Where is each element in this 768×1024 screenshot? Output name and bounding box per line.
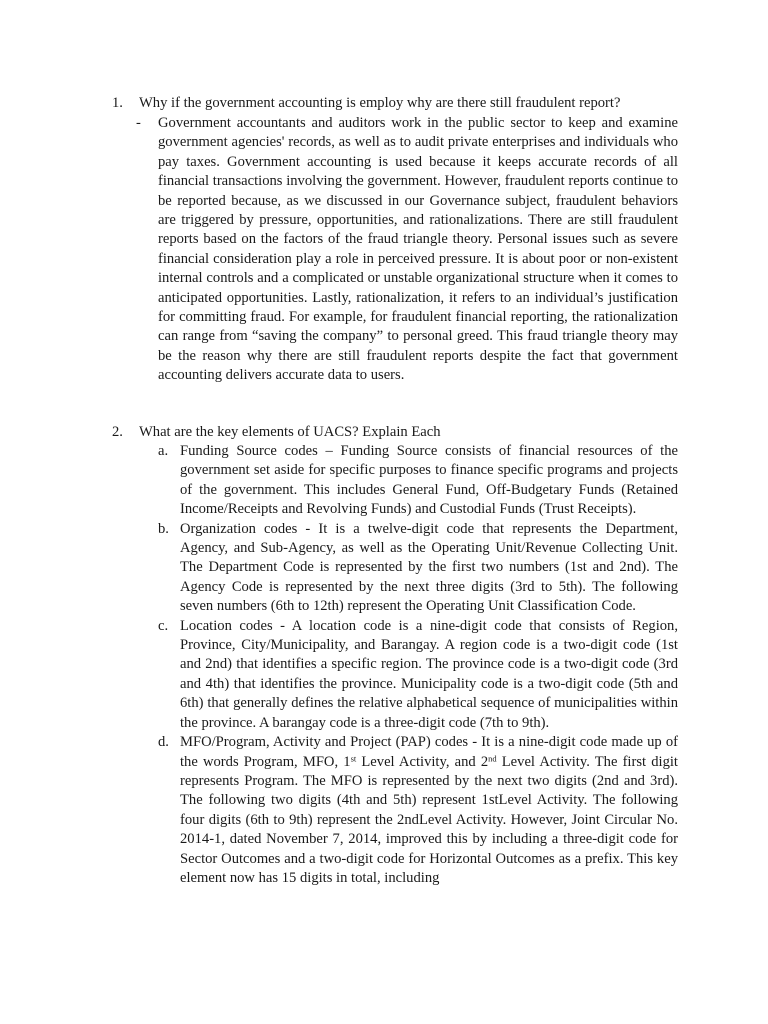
list-text-c: Location codes - A location code is a nine-digit code that consists of Region, Province, City/Municipality, and Barangay. A region code is a two-digit code (1st and 2nd) that identifies a specific region. The province code is a two-digit code (3rd and 4th) that identifies the province. Municipality code is a two-digit code (5th and 6th) that generally defines the relative alphabetical sequence of municipalities within the province. A barangay code is a three-digit code (7th to 9th). bbox=[180, 617, 678, 731]
list-text-d-part1: MFO/Program, Activity and Project (PAP) codes - It is a nine-digit code made up of the words Program, MFO, 1 bbox=[180, 734, 678, 770]
list-item-d bbox=[158, 733, 678, 888]
superscript-st: st bbox=[350, 752, 357, 763]
list-marker-b: b. bbox=[158, 520, 169, 537]
question-1-text: Why if the government accounting is employ why are there still fraudulent report? bbox=[139, 95, 621, 111]
superscript-nd: nd bbox=[488, 752, 497, 763]
list-text-d-part3: Level Activity. The first digit represents Program. The MFO is represented by the next two digits (2nd and 3rd). The following two digits (4th and 5th) represent 1stLevel Activity. The following four digits (6th to 9th) represent the 2ndLevel Activity. However, Joint Circular No. 2014-1, dated November 7, 2014, improved this by including a three-digit code for Sector Outcomes and a two-digit code for Horizontal Outcomes as a prefix. This key element now has 15 digits in total, including bbox=[180, 753, 678, 886]
list-marker-c: c. bbox=[158, 617, 169, 634]
list-text-a: Funding Source codes – Funding Source consists of financial resources of the government set aside for specific purposes to finance specific programs and projects of the government. This includes General Fund, Off-Budgetary Funds (Retained Income/Receipts and Revolving Funds) and Custodial Funds (Trust Receipts). bbox=[180, 443, 678, 518]
uacs-elements-list bbox=[158, 442, 678, 888]
list-text-b: Organization codes - It is a twelve-digit code that represents the Department, Agency, and Sub-Agency, as well as the Operating Unit/Revenue Collecting Unit. The Department Code is represented by the first two numbers (1st and 2nd). The Agency Code is represented by the next three digits (3rd to 5th). The following seven numbers (6th to 12th) represent the Operating Unit Classification Code. bbox=[180, 520, 678, 615]
list-marker-a: a. bbox=[158, 443, 169, 459]
answer-1-dash: - bbox=[136, 115, 141, 131]
question-2-text: What are the key elements of UACS? Explain Each bbox=[139, 424, 441, 440]
list-item-c bbox=[158, 617, 678, 733]
list-marker-d: d. bbox=[158, 734, 169, 751]
answer-1-paragraph: Government accountants and auditors work in the public sector to keep and examine government agencies' records, as well as to audit private enterprises and individuals who pay taxes. Government accounting is used because it keeps accurate records of all financial transactions involving the government. However, fraudulent reports continue to be reported because, as we discussed in our Governance subject, fraudulent behaviors are triggered by pressure, opportunities, and rationalizations. There are still fraudulent reports based on the factors of the fraud triangle theory. Personal issues such as severe financial consideration play a role in perceived pressure. It is about poor or non-existent internal controls and a complicated or unstable organizational structure when it comes to anticipated opportunities. Lastly, rationalization, it refers to an individual’s justification for committing fraud. For example, for fraudulent financial reporting, the rationalization can range from “saving the company” to personal greed. This fraud triangle theory may be the reason why there are still fraudulent reports despite the fact that government accounting delivers accurate data to users. bbox=[158, 115, 678, 384]
list-item-b bbox=[158, 520, 678, 617]
list-text-d-part2: Level Activity, and 2 bbox=[356, 753, 489, 770]
list-item-a bbox=[158, 442, 678, 520]
question-1-number: 1. bbox=[112, 95, 123, 111]
list-text-d bbox=[180, 733, 678, 888]
question-2-number: 2. bbox=[112, 424, 123, 440]
